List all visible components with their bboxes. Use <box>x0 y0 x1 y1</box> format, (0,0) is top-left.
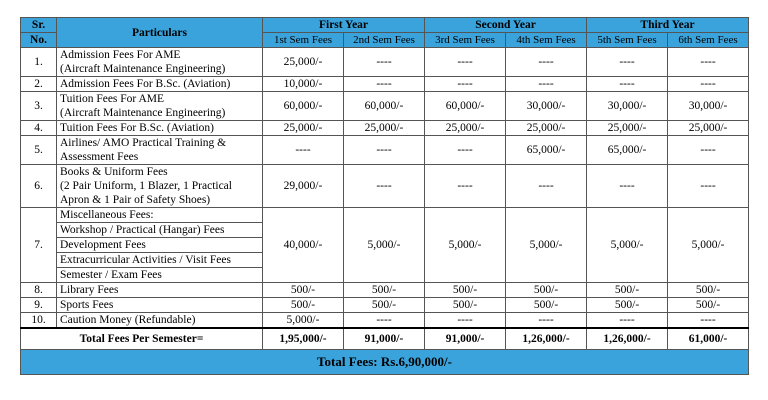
table-body <box>21 48 749 329</box>
fee-cell: 25,000/- <box>344 121 425 136</box>
fee-cell: 500/- <box>587 283 668 298</box>
fee-cell: ---- <box>344 77 425 92</box>
fee-cell: ---- <box>668 48 749 77</box>
fee-cell: 5,000/- <box>263 313 344 329</box>
row-particulars <box>57 92 263 121</box>
fee-cell: ---- <box>506 48 587 77</box>
row-particulars <box>57 121 263 136</box>
row-particulars <box>57 165 263 208</box>
fee-cell: 60,000/- <box>344 92 425 121</box>
fee-cell: 500/- <box>344 298 425 313</box>
particulars-line: Airlines/ AMO Practical Training & <box>60 137 227 149</box>
fee-cell: ---- <box>668 313 749 329</box>
table-row <box>21 283 749 298</box>
fee-cell: ---- <box>425 136 506 165</box>
row-number: 9. <box>21 298 57 313</box>
fee-cell: ---- <box>344 48 425 77</box>
fee-cell: 60,000/- <box>425 92 506 121</box>
fee-cell: ---- <box>506 77 587 92</box>
particulars-line: Admission Fees For B.Sc. (Aviation) <box>60 78 231 90</box>
fee-cell: ---- <box>587 165 668 208</box>
fee-cell: 25,000/- <box>668 121 749 136</box>
particulars-line: Extracurricular Activities / Visit Fees <box>57 252 262 267</box>
year-header: First Year <box>263 18 425 33</box>
fee-cell: 5,000/- <box>668 208 749 283</box>
fee-cell: ---- <box>425 165 506 208</box>
fee-cell: 30,000/- <box>506 92 587 121</box>
row-particulars <box>57 136 263 165</box>
particulars-line: (Aircraft Maintenance Engineering) <box>60 107 226 119</box>
row-number: 6. <box>21 165 57 208</box>
fee-cell: ---- <box>344 165 425 208</box>
fee-cell: ---- <box>506 313 587 329</box>
fee-cell: 60,000/- <box>263 92 344 121</box>
total-per-semester-row <box>21 328 749 350</box>
total-label: Total Fees Per Semester= <box>21 328 263 350</box>
fee-cell: 25,000/- <box>425 121 506 136</box>
fee-cell: ---- <box>506 165 587 208</box>
particulars-line: Workshop / Practical (Hangar) Fees <box>57 222 262 237</box>
grand-total: Total Fees: Rs.6,90,000/- <box>21 350 749 375</box>
row-particulars <box>57 298 263 313</box>
year-header: Second Year <box>425 18 587 33</box>
sem-header: 6th Sem Fees <box>668 33 749 48</box>
row-number: 4. <box>21 121 57 136</box>
total-value: 1,95,000/- <box>263 328 344 350</box>
particulars-line: Books & Uniform Fees <box>60 166 168 178</box>
row-particulars <box>57 208 263 283</box>
fee-cell: 500/- <box>263 298 344 313</box>
particulars-header: Particulars <box>57 18 263 48</box>
no-header: No. <box>21 33 57 48</box>
row-number: 1. <box>21 48 57 77</box>
fee-table <box>20 17 749 375</box>
particulars-line: Apron & 1 Pair of Safety Shoes) <box>60 194 211 206</box>
sem-header: 5th Sem Fees <box>587 33 668 48</box>
particulars-line: Sports Fees <box>60 299 114 311</box>
table-row <box>21 48 749 77</box>
fee-cell: 500/- <box>668 283 749 298</box>
fee-cell: 5,000/- <box>587 208 668 283</box>
fee-cell: ---- <box>587 48 668 77</box>
row-number: 10. <box>21 313 57 329</box>
row-number: 3. <box>21 92 57 121</box>
particulars-line: Caution Money (Refundable) <box>60 314 196 326</box>
fee-cell: 65,000/- <box>506 136 587 165</box>
total-value: 91,000/- <box>344 328 425 350</box>
fee-cell: 5,000/- <box>425 208 506 283</box>
fee-cell: 5,000/- <box>344 208 425 283</box>
fee-cell: 5,000/- <box>506 208 587 283</box>
fee-structure <box>20 17 748 375</box>
fee-cell: 25,000/- <box>263 121 344 136</box>
fee-cell: ---- <box>587 313 668 329</box>
fee-cell: 500/- <box>506 283 587 298</box>
particulars-line: (2 Pair Uniform, 1 Blazer, 1 Practical <box>60 180 232 192</box>
fee-cell: 500/- <box>587 298 668 313</box>
table-row <box>21 208 749 283</box>
table-row <box>21 313 749 329</box>
sem-header: 4th Sem Fees <box>506 33 587 48</box>
fee-cell: ---- <box>668 165 749 208</box>
fee-cell: ---- <box>668 77 749 92</box>
fee-cell: ---- <box>344 313 425 329</box>
fee-cell: 500/- <box>425 298 506 313</box>
fee-cell: 29,000/- <box>263 165 344 208</box>
row-number: 2. <box>21 77 57 92</box>
sem-header: 3rd Sem Fees <box>425 33 506 48</box>
fee-cell: ---- <box>425 77 506 92</box>
fee-cell: 25,000/- <box>587 121 668 136</box>
row-number: 5. <box>21 136 57 165</box>
grand-total-row <box>21 350 749 375</box>
row-particulars <box>57 313 263 329</box>
total-value: 1,26,000/- <box>506 328 587 350</box>
particulars-line: Semester / Exam Fees <box>57 267 262 282</box>
fee-cell: 10,000/- <box>263 77 344 92</box>
row-particulars <box>57 283 263 298</box>
total-value: 61,000/- <box>668 328 749 350</box>
particulars-line: Assessment Fees <box>60 151 139 163</box>
year-header: Third Year <box>587 18 749 33</box>
fee-cell: 40,000/- <box>263 208 344 283</box>
particulars-line: Tuition Fees For AME <box>60 93 165 105</box>
fee-cell: 30,000/- <box>587 92 668 121</box>
fee-cell: 500/- <box>344 283 425 298</box>
table-row <box>21 136 749 165</box>
particulars-line: Tuition Fees For B.Sc. (Aviation) <box>60 122 214 134</box>
fee-cell: ---- <box>587 77 668 92</box>
particulars-line: Admission Fees For AME <box>60 49 181 61</box>
fee-cell: 30,000/- <box>668 92 749 121</box>
particulars-line: (Aircraft Maintenance Engineering) <box>60 63 226 75</box>
row-number: 7. <box>21 208 57 283</box>
sem-header: 2nd Sem Fees <box>344 33 425 48</box>
fee-cell: 25,000/- <box>506 121 587 136</box>
particulars-line: Miscellaneous Fees: <box>60 209 154 221</box>
table-row <box>21 92 749 121</box>
sem-header: 1st Sem Fees <box>263 33 344 48</box>
total-value: 1,26,000/- <box>587 328 668 350</box>
fee-cell: 500/- <box>263 283 344 298</box>
fee-cell: ---- <box>344 136 425 165</box>
row-number: 8. <box>21 283 57 298</box>
table-header <box>21 18 749 48</box>
table-row <box>21 121 749 136</box>
fee-cell: 25,000/- <box>263 48 344 77</box>
fee-cell: ---- <box>263 136 344 165</box>
fee-cell: 500/- <box>425 283 506 298</box>
fee-cell: 500/- <box>506 298 587 313</box>
fee-cell: 65,000/- <box>587 136 668 165</box>
table-row <box>21 298 749 313</box>
fee-cell: ---- <box>425 313 506 329</box>
row-particulars <box>57 77 263 92</box>
particulars-line: Development Fees <box>57 237 262 252</box>
table-row <box>21 165 749 208</box>
fee-cell: 500/- <box>668 298 749 313</box>
table-row <box>21 77 749 92</box>
row-particulars <box>57 48 263 77</box>
fee-cell: ---- <box>425 48 506 77</box>
particulars-line: Library Fees <box>60 284 119 296</box>
sr-header: Sr. <box>21 18 57 33</box>
total-value: 91,000/- <box>425 328 506 350</box>
fee-cell: ---- <box>668 136 749 165</box>
